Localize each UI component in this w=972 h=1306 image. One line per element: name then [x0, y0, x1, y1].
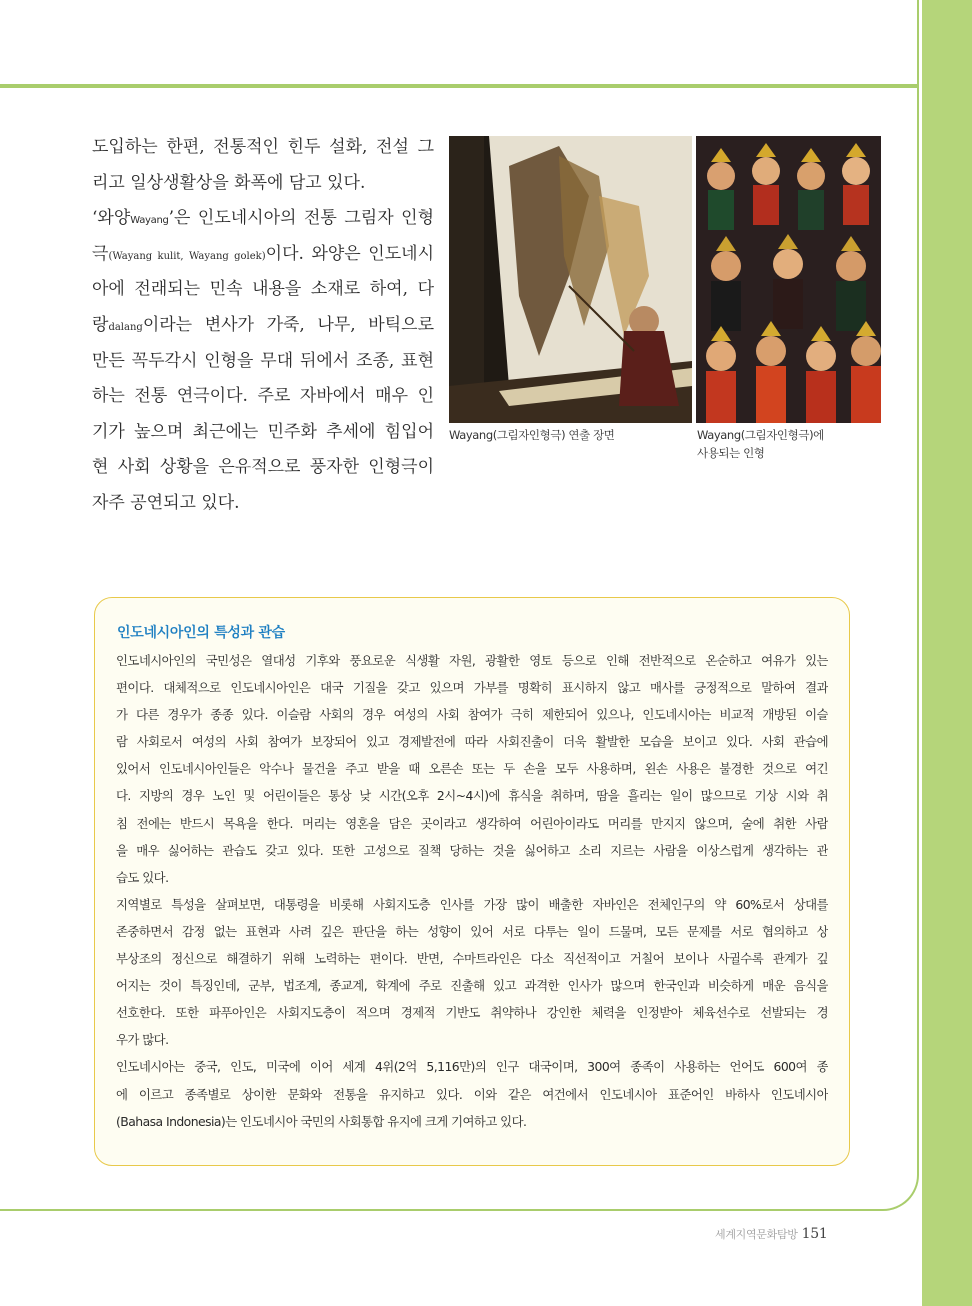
- info-line: 선호한다. 또한 파푸아인은 사회지도층이 적으며 경제적 기반도 취약하나 강인한 체력을 인정받아 체육선수로 선발되는 경: [116, 1005, 828, 1021]
- page-number: 151: [801, 1226, 828, 1242]
- info-line: 침 전에는 반드시 목욕을 한다. 머리는 영혼을 담은 곳이라고 생각하여 어린아이라도 머리를 만지지 않으며, 술에 취한 사람: [116, 815, 828, 831]
- info-line: 인도네시아인의 국민성은 열대성 기후와 풍요로운 식생활 자원, 광활한 영토 등으로 인해 전반적으로 온순하고 여유가 있는: [116, 653, 828, 668]
- info-line: 다. 지방의 경우 노인 및 어린이들은 통상 낮 시간(오후 2시~4시)에 휴식을 취하며, 땀을 흘리는 일이 많으므로 기상 시와 취: [116, 788, 828, 804]
- body-line: 하는 전통 연극이다. 주로 자바에서 매우 인: [92, 386, 434, 407]
- body-line: 아에 전래되는 민속 내용을 소재로 하여, 다: [92, 279, 434, 300]
- body-line: 극(Wayang kulit, Wayang golek)이다. 와양은 인도네시: [92, 243, 434, 264]
- body-line: 도입하는 한편, 전통적인 힌두 설화, 전설 그: [92, 137, 434, 157]
- info-line: 에 이르고 종족별로 상이한 문화와 전통을 유지하고 있다. 이와 같은 여건에서 인도네시아 표준어인 바하사 인도네시아: [116, 1086, 828, 1102]
- info-box-title: 인도네시아인의 특성과 관습: [117, 625, 285, 641]
- info-line: 을 매우 싫어하는 관습도 갖고 있다. 또한 고성으로 질책 당하는 것을 싫어하고 소리 지르는 사람을 이상스럽게 생각하는 관: [116, 842, 828, 858]
- info-line: 어지는 것이 특징인데, 군부, 법조계, 종교계, 학계에 주로 진출해 있고 과격한 인사가 많으며 한국인과 비슷하게 매운 음식을: [116, 978, 828, 994]
- body-line: 랑dalang이라는 변사가 가죽, 나무, 바틱으로: [92, 314, 434, 335]
- book-title: 세계지역문화탐방: [715, 1228, 798, 1241]
- info-line: 습도 있다.: [116, 869, 169, 885]
- wayang-performance-illustration: [449, 136, 692, 423]
- body-line: ‘와양Wayang’은 인도네시아의 전통 그림자 인형: [92, 208, 434, 229]
- info-box-text: [116, 647, 828, 1135]
- body-line: 리고 일상생활상을 화폭에 담고 있다.: [92, 172, 366, 193]
- body-line: 현 사회 상황을 은유적으로 풍자한 인형극이: [92, 457, 434, 478]
- page-footer: [715, 1226, 827, 1242]
- side-color-band: [922, 0, 972, 1306]
- info-line: 편이다. 대체적으로 인도네시아인은 대국 기질을 갖고 있으며 가부를 명확히 표시하지 않고 매사를 긍정적으로 말하여 결과: [116, 680, 828, 696]
- wayang-performance-photo: [449, 136, 692, 423]
- wayang-puppets-photo: [696, 136, 881, 423]
- info-line: 람 사회로서 여성의 사회 참여가 보장되어 있고 경제발전에 따라 사회진출이 더욱 활발한 모습을 보이고 있다. 사회 관습에: [116, 734, 828, 750]
- info-line: 있어서 인도네시아인들은 악수나 물건을 주고 받을 때 오른손 또는 두 손을 모두 사용하며, 왼손 사용은 불경한 것으로 여긴: [116, 761, 828, 777]
- caption-line: 사용되는 인형: [697, 446, 765, 460]
- info-line: 지역별로 특성을 살펴보면, 대통령을 비롯해 사회지도층 인사를 가장 많이 배출한 자바인은 전체인구의 약 60%로서 상대를: [116, 896, 828, 912]
- caption-line: Wayang(그림자인형극)에: [697, 428, 824, 442]
- photo-caption-puppets: [697, 426, 877, 462]
- info-line: 우가 많다.: [116, 1032, 169, 1048]
- info-line: 인도네시아는 중국, 인도, 미국에 이어 세계 4위(2억 5,116만)의 인구 대국이며, 300여 종족이 사용하는 언어도 600여 종: [116, 1059, 828, 1075]
- photo-caption-performance: Wayang(그림자인형극) 연출 장면: [449, 428, 615, 442]
- body-line: 만든 꼭두각시 인형을 무대 뒤에서 조종, 표현: [92, 350, 434, 371]
- info-line: 부상조의 정신으로 해결하기 위해 노력하는 편이다. 반면, 수마트라인은 다소 직선적이고 거칠어 보이나 사귈수록 관계가 깊: [116, 951, 828, 967]
- body-line: 자주 공연되고 있다.: [92, 492, 240, 513]
- info-line: 존중하면서 감정 없는 표현과 사려 깊은 판단을 하는 성향이 있어 서로 다투는 일이 드물며, 모든 문제를 서로 협의하고 상: [116, 923, 828, 939]
- info-line: (Bahasa Indonesia)는 인도네시아 국민의 사회통합 유지에 크게 기여하고 있다.: [116, 1113, 527, 1129]
- info-line: 가 다른 경우가 종종 있다. 이슬람 사회의 경우 여성의 사회 참여가 극히 제한되어 있으나, 인도네시아는 비교적 개방된 이슬: [116, 707, 828, 723]
- body-paragraph: [92, 130, 434, 522]
- header-frame: [0, 0, 919, 86]
- body-line: 기가 높으며 최근에는 민주화 추세에 힘입어: [92, 421, 434, 442]
- wayang-puppets-illustration: [696, 136, 881, 423]
